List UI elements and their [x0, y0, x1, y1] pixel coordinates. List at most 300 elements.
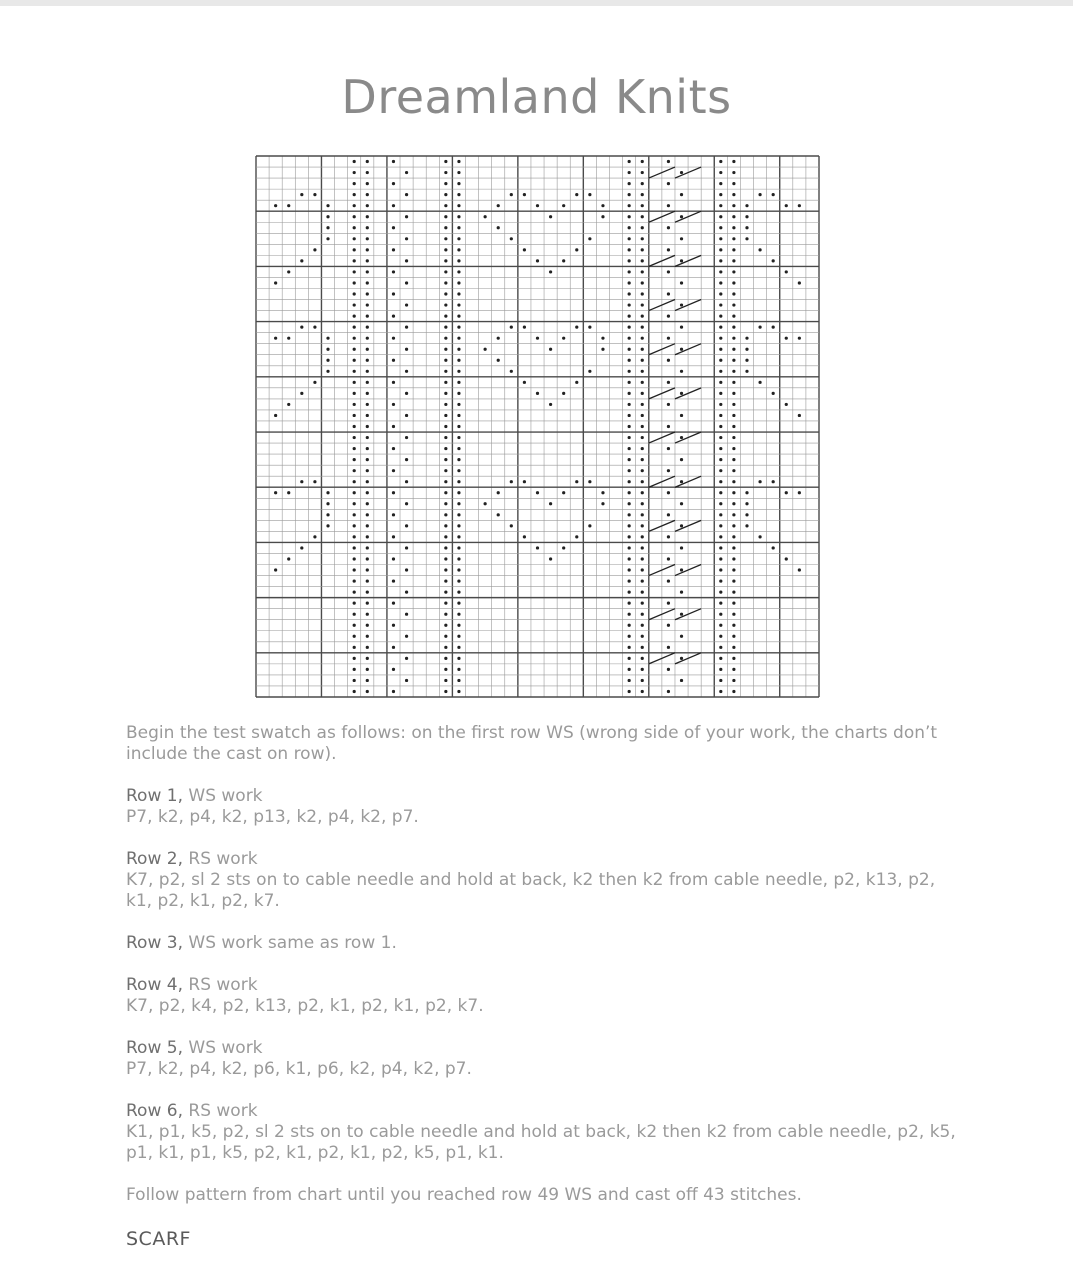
purl-stitch: [732, 204, 735, 207]
purl-stitch: [667, 624, 670, 627]
purl-stitch: [353, 447, 356, 450]
purl-stitch: [457, 248, 460, 251]
purl-stitch: [732, 171, 735, 174]
purl-stitch: [732, 469, 735, 472]
purl-stitch: [719, 359, 722, 362]
purl-stitch: [772, 326, 775, 329]
purl-stitch: [641, 557, 644, 560]
purl-stitch: [444, 591, 447, 594]
row-label: Row 2,: [126, 849, 183, 869]
purl-stitch: [732, 591, 735, 594]
purl-stitch: [444, 557, 447, 560]
purl-stitch: [719, 403, 722, 406]
purl-stitch: [641, 469, 644, 472]
purl-stitch: [457, 480, 460, 483]
purl-stitch: [628, 613, 631, 616]
purl-stitch: [444, 436, 447, 439]
purl-stitch: [628, 469, 631, 472]
purl-stitch: [457, 502, 460, 505]
purl-stitch: [444, 314, 447, 317]
purl-stitch: [457, 171, 460, 174]
purl-stitch: [680, 392, 683, 395]
purl-stitch: [719, 624, 722, 627]
row-label: Row 5,: [126, 1038, 183, 1058]
row-label: Row 6,: [126, 1101, 183, 1121]
purl-stitch: [628, 359, 631, 362]
purl-stitch: [444, 624, 447, 627]
purl-stitch: [628, 270, 631, 273]
purl-stitch: [405, 215, 408, 218]
purl-stitch: [353, 568, 356, 571]
purl-stitch: [732, 491, 735, 494]
purl-stitch: [353, 337, 356, 340]
purl-stitch: [353, 292, 356, 295]
purl-stitch: [405, 657, 408, 660]
purl-stitch: [601, 502, 604, 505]
purl-stitch: [719, 292, 722, 295]
purl-stitch: [732, 193, 735, 196]
purl-stitch: [628, 337, 631, 340]
purl-stitch: [719, 513, 722, 516]
purl-stitch: [667, 403, 670, 406]
purl-stitch: [628, 535, 631, 538]
purl-stitch: [444, 491, 447, 494]
purl-stitch: [628, 657, 631, 660]
purl-stitch: [366, 579, 369, 582]
purl-stitch: [523, 326, 526, 329]
purl-stitch: [444, 370, 447, 373]
purl-stitch: [353, 215, 356, 218]
purl-stitch: [667, 204, 670, 207]
purl-stitch: [745, 226, 748, 229]
purl-stitch: [366, 458, 369, 461]
purl-stitch: [719, 502, 722, 505]
purl-stitch: [667, 690, 670, 693]
purl-stitch: [641, 370, 644, 373]
purl-stitch: [641, 314, 644, 317]
purl-stitch: [758, 193, 761, 196]
purl-stitch: [628, 458, 631, 461]
purl-stitch: [628, 646, 631, 649]
purl-stitch: [326, 524, 329, 527]
purl-stitch: [641, 414, 644, 417]
purl-stitch: [353, 679, 356, 682]
purl-stitch: [798, 204, 801, 207]
purl-stitch: [680, 193, 683, 196]
purl-stitch: [274, 491, 277, 494]
section-heading: SCARF: [126, 1228, 191, 1250]
purl-stitch: [457, 513, 460, 516]
purl-stitch: [457, 281, 460, 284]
purl-stitch: [641, 281, 644, 284]
purl-stitch: [732, 381, 735, 384]
purl-stitch: [300, 480, 303, 483]
purl-stitch: [444, 568, 447, 571]
purl-stitch: [601, 215, 604, 218]
purl-stitch: [353, 281, 356, 284]
purl-stitch: [719, 270, 722, 273]
purl-stitch: [510, 237, 513, 240]
purl-stitch: [732, 624, 735, 627]
purl-stitch: [366, 447, 369, 450]
purl-stitch: [641, 513, 644, 516]
purl-stitch: [510, 480, 513, 483]
purl-stitch: [628, 690, 631, 693]
purl-stitch: [732, 182, 735, 185]
purl-stitch: [510, 524, 513, 527]
purl-stitch: [353, 458, 356, 461]
purl-stitch: [366, 370, 369, 373]
purl-stitch: [628, 348, 631, 351]
purl-stitch: [641, 591, 644, 594]
purl-stitch: [680, 568, 683, 571]
purl-stitch: [719, 348, 722, 351]
purl-stitch: [497, 491, 500, 494]
purl-stitch: [732, 248, 735, 251]
purl-stitch: [588, 237, 591, 240]
purl-stitch: [444, 193, 447, 196]
purl-stitch: [732, 403, 735, 406]
purl-stitch: [326, 502, 329, 505]
purl-stitch: [366, 248, 369, 251]
purl-stitch: [444, 513, 447, 516]
knitting-chart: [255, 155, 820, 698]
purl-stitch: [444, 259, 447, 262]
row-label: Row 3,: [126, 933, 183, 953]
purl-stitch: [732, 535, 735, 538]
purl-stitch: [719, 425, 722, 428]
purl-stitch: [758, 381, 761, 384]
purl-stitch: [366, 303, 369, 306]
purl-stitch: [497, 337, 500, 340]
purl-stitch: [457, 546, 460, 549]
purl-stitch: [444, 381, 447, 384]
purl-stitch: [732, 337, 735, 340]
purl-stitch: [326, 348, 329, 351]
purl-stitch: [353, 204, 356, 207]
purl-stitch: [732, 259, 735, 262]
row-stitches: P7, k2, p4, k2, p6, k1, p6, k2, p4, k2, p7.: [126, 1059, 472, 1079]
row-side: RS work: [182, 849, 258, 869]
purl-stitch: [353, 502, 356, 505]
top-bar: [0, 0, 1073, 6]
purl-stitch: [745, 524, 748, 527]
purl-stitch: [732, 370, 735, 373]
purl-stitch: [353, 270, 356, 273]
purl-stitch: [444, 348, 447, 351]
purl-stitch: [798, 281, 801, 284]
purl-stitch: [353, 381, 356, 384]
purl-stitch: [353, 668, 356, 671]
purl-stitch: [457, 591, 460, 594]
purl-stitch: [287, 557, 290, 560]
purl-stitch: [549, 502, 552, 505]
purl-stitch: [732, 602, 735, 605]
purl-stitch: [732, 657, 735, 660]
purl-stitch: [274, 204, 277, 207]
purl-stitch: [641, 326, 644, 329]
purl-stitch: [549, 348, 552, 351]
purl-stitch: [444, 646, 447, 649]
purl-stitch: [457, 392, 460, 395]
purl-stitch: [326, 337, 329, 340]
row-instruction: [126, 1038, 956, 1080]
purl-stitch: [641, 690, 644, 693]
purl-stitch: [366, 281, 369, 284]
purl-stitch: [366, 679, 369, 682]
purl-stitch: [719, 337, 722, 340]
purl-stitch: [732, 679, 735, 682]
purl-stitch: [719, 237, 722, 240]
purl-stitch: [732, 292, 735, 295]
purl-stitch: [444, 679, 447, 682]
purl-stitch: [457, 259, 460, 262]
purl-stitch: [366, 392, 369, 395]
row-stitches: K7, p2, k4, p2, k13, p2, k1, p2, k1, p2, k7.: [126, 996, 484, 1016]
purl-stitch: [366, 226, 369, 229]
purl-stitch: [457, 403, 460, 406]
purl-stitch: [588, 193, 591, 196]
purl-stitch: [444, 535, 447, 538]
purl-stitch: [798, 568, 801, 571]
purl-stitch: [444, 303, 447, 306]
purl-stitch: [562, 259, 565, 262]
purl-stitch: [366, 160, 369, 163]
purl-stitch: [326, 215, 329, 218]
purl-stitch: [366, 326, 369, 329]
row-instruction: [126, 786, 956, 828]
purl-stitch: [667, 668, 670, 671]
purl-stitch: [392, 447, 395, 450]
purl-stitch: [405, 259, 408, 262]
purl-stitch: [497, 513, 500, 516]
purl-stitch: [457, 491, 460, 494]
purl-stitch: [680, 635, 683, 638]
purl-stitch: [392, 337, 395, 340]
purl-stitch: [392, 292, 395, 295]
purl-stitch: [628, 513, 631, 516]
purl-stitch: [680, 613, 683, 616]
purl-stitch: [641, 668, 644, 671]
purl-stitch: [719, 591, 722, 594]
purl-stitch: [680, 303, 683, 306]
purl-stitch: [353, 436, 356, 439]
purl-stitch: [326, 226, 329, 229]
purl-stitch: [405, 635, 408, 638]
pattern-text: [126, 723, 956, 1227]
purl-stitch: [366, 182, 369, 185]
purl-stitch: [745, 348, 748, 351]
purl-stitch: [353, 182, 356, 185]
purl-stitch: [745, 337, 748, 340]
purl-stitch: [641, 635, 644, 638]
purl-stitch: [366, 613, 369, 616]
purl-stitch: [457, 668, 460, 671]
purl-stitch: [562, 337, 565, 340]
purl-stitch: [680, 436, 683, 439]
purl-stitch: [641, 657, 644, 660]
purl-stitch: [353, 591, 356, 594]
purl-stitch: [641, 359, 644, 362]
purl-stitch: [353, 226, 356, 229]
purl-stitch: [732, 326, 735, 329]
purl-stitch: [457, 447, 460, 450]
purl-stitch: [457, 292, 460, 295]
purl-stitch: [719, 392, 722, 395]
purl-stitch: [457, 469, 460, 472]
purl-stitch: [641, 270, 644, 273]
purl-stitch: [641, 568, 644, 571]
purl-stitch: [457, 635, 460, 638]
purl-stitch: [405, 392, 408, 395]
purl-stitch: [641, 524, 644, 527]
purl-stitch: [392, 182, 395, 185]
purl-stitch: [457, 646, 460, 649]
purl-stitch: [680, 546, 683, 549]
row-instruction: [126, 849, 956, 912]
purl-stitch: [719, 458, 722, 461]
purl-stitch: [745, 359, 748, 362]
purl-stitch: [405, 591, 408, 594]
row-instruction: [126, 1101, 956, 1164]
purl-stitch: [785, 204, 788, 207]
purl-stitch: [680, 414, 683, 417]
purl-stitch: [457, 226, 460, 229]
purl-stitch: [326, 513, 329, 516]
purl-stitch: [523, 193, 526, 196]
purl-stitch: [353, 524, 356, 527]
purl-stitch: [444, 613, 447, 616]
purl-stitch: [353, 348, 356, 351]
purl-stitch: [732, 690, 735, 693]
purl-stitch: [628, 403, 631, 406]
purl-stitch: [457, 193, 460, 196]
row-instruction: [126, 933, 956, 954]
purl-stitch: [785, 557, 788, 560]
purl-stitch: [641, 679, 644, 682]
purl-stitch: [667, 513, 670, 516]
purl-stitch: [326, 370, 329, 373]
purl-stitch: [366, 602, 369, 605]
purl-stitch: [366, 270, 369, 273]
purl-stitch: [628, 425, 631, 428]
purl-stitch: [274, 337, 277, 340]
purl-stitch: [536, 546, 539, 549]
purl-stitch: [444, 182, 447, 185]
purl-stitch: [628, 502, 631, 505]
purl-stitch: [405, 568, 408, 571]
purl-stitch: [457, 215, 460, 218]
purl-stitch: [680, 458, 683, 461]
purl-stitch: [444, 414, 447, 417]
purl-stitch: [457, 579, 460, 582]
row-stitches: K1, p1, k5, p2, sl 2 sts on to cable needle and hold at back, k2 then k2 from cable needle, p2, k5, p1, k1, p1, k5, p2, k1, p2, k1, p2, k5, p1, k1.: [126, 1122, 956, 1163]
purl-stitch: [444, 392, 447, 395]
purl-stitch: [667, 535, 670, 538]
purl-stitch: [444, 524, 447, 527]
purl-stitch: [719, 679, 722, 682]
purl-stitch: [758, 326, 761, 329]
purl-stitch: [457, 359, 460, 362]
purl-stitch: [575, 326, 578, 329]
purl-stitch: [274, 414, 277, 417]
purl-stitch: [313, 381, 316, 384]
purl-stitch: [719, 381, 722, 384]
purl-stitch: [641, 579, 644, 582]
page-title: Dreamland Knits: [341, 70, 732, 124]
purl-stitch: [353, 303, 356, 306]
purl-stitch: [353, 624, 356, 627]
purl-stitch: [457, 535, 460, 538]
purl-stitch: [392, 469, 395, 472]
purl-stitch: [444, 204, 447, 207]
purl-stitch: [326, 204, 329, 207]
purl-stitch: [353, 602, 356, 605]
purl-stitch: [366, 193, 369, 196]
purl-stitch: [745, 502, 748, 505]
purl-stitch: [457, 204, 460, 207]
purl-stitch: [719, 182, 722, 185]
purl-stitch: [313, 535, 316, 538]
purl-stitch: [287, 204, 290, 207]
purl-stitch: [457, 524, 460, 527]
purl-stitch: [353, 557, 356, 560]
purl-stitch: [732, 237, 735, 240]
purl-stitch: [405, 171, 408, 174]
purl-stitch: [562, 546, 565, 549]
purl-stitch: [732, 668, 735, 671]
purl-stitch: [366, 546, 369, 549]
purl-stitch: [444, 690, 447, 693]
purl-stitch: [510, 193, 513, 196]
purl-stitch: [366, 591, 369, 594]
purl-stitch: [641, 204, 644, 207]
purl-stitch: [680, 237, 683, 240]
purl-stitch: [628, 281, 631, 284]
purl-stitch: [719, 635, 722, 638]
purl-stitch: [484, 502, 487, 505]
purl-stitch: [719, 568, 722, 571]
purl-stitch: [457, 303, 460, 306]
purl-stitch: [628, 303, 631, 306]
purl-stitch: [353, 392, 356, 395]
purl-stitch: [732, 436, 735, 439]
purl-stitch: [785, 270, 788, 273]
purl-stitch: [274, 568, 277, 571]
purl-stitch: [772, 193, 775, 196]
purl-stitch: [719, 480, 722, 483]
purl-stitch: [313, 193, 316, 196]
purl-stitch: [484, 215, 487, 218]
purl-stitch: [457, 458, 460, 461]
purl-stitch: [772, 546, 775, 549]
purl-stitch: [719, 160, 722, 163]
purl-stitch: [287, 491, 290, 494]
purl-stitch: [732, 359, 735, 362]
purl-stitch: [641, 171, 644, 174]
row-side: RS work: [182, 1101, 258, 1121]
purl-stitch: [732, 281, 735, 284]
purl-stitch: [732, 568, 735, 571]
purl-stitch: [444, 215, 447, 218]
purl-stitch: [641, 602, 644, 605]
purl-stitch: [628, 314, 631, 317]
purl-stitch: [392, 491, 395, 494]
purl-stitch: [392, 535, 395, 538]
purl-stitch: [287, 403, 290, 406]
purl-stitch: [405, 193, 408, 196]
purl-stitch: [366, 403, 369, 406]
